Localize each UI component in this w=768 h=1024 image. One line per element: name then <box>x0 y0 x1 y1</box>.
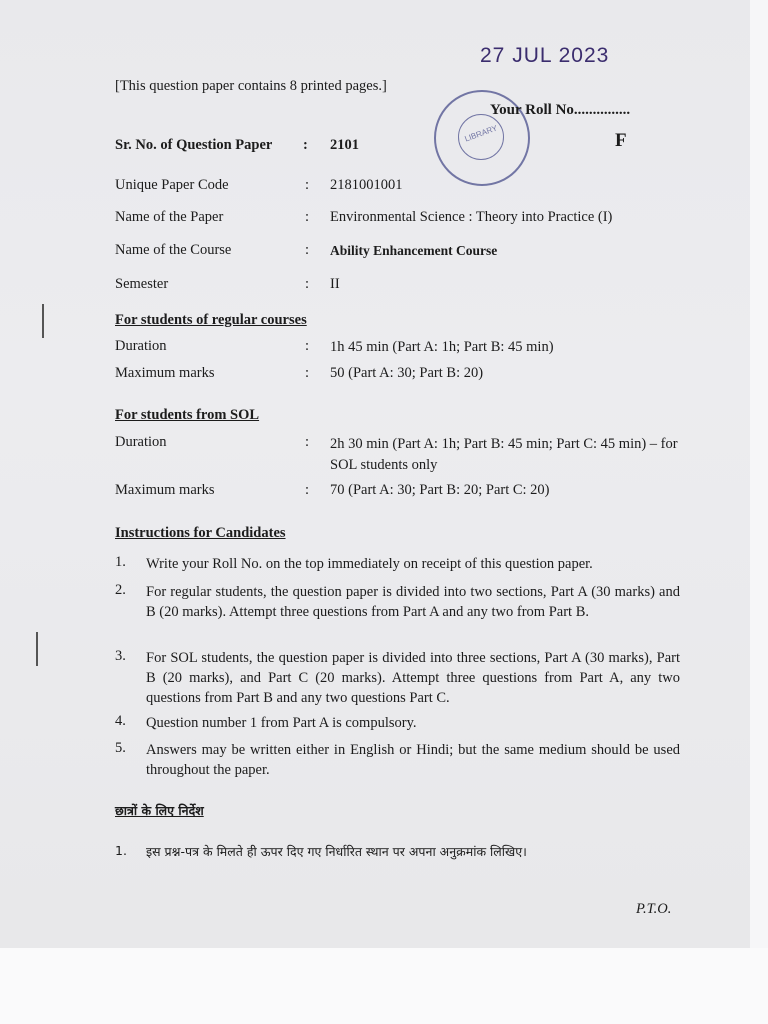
detail-colon: : <box>305 242 310 258</box>
detail-colon: : <box>305 482 310 498</box>
detail-label-semester: Semester <box>115 276 169 292</box>
instruction-text: For SOL students, the question paper is divided into three sections, Part A (30 marks), Part B (20 marks), and Part C (20 marks). Attempt three questions from Part A, any two questions from Part B and any two questions Part C. <box>146 650 680 706</box>
regular-marks-value: 50 (Part A: 30; Part B: 20) <box>330 365 484 381</box>
sol-marks-value: 70 (Part A: 30; Part B: 20; Part C: 20) <box>330 482 550 498</box>
hindi-instructions-heading: छात्रों के लिए निर्देश <box>115 803 204 818</box>
punch-mark-top <box>42 304 44 338</box>
pages-note: [This question paper contains 8 printed pages.] <box>115 78 387 94</box>
detail-label-paper-name: Name of the Paper <box>115 209 224 225</box>
instruction-text: Write your Roll No. on the top immediately on receipt of this question paper. <box>146 556 593 572</box>
detail-colon: : <box>305 338 310 354</box>
hindi-instruction-text: इस प्रश्न-पत्र के मिलते ही ऊपर दिए गए निर्धारित स्थान पर अपना अनुक्रमांक लिखिए। <box>146 844 527 859</box>
regular-duration-value: 1h 45 min (Part A: 1h; Part B: 45 min) <box>330 339 554 355</box>
detail-label-course-name: Name of the Course <box>115 242 232 258</box>
sol-duration-label: Duration <box>115 434 167 450</box>
sol-heading: For students from SOL <box>115 407 260 423</box>
instruction-number: 1. <box>115 554 126 570</box>
instruction-number: 3. <box>115 648 126 664</box>
paper-set-letter: F <box>615 130 627 151</box>
please-turn-over: P.T.O. <box>636 901 672 917</box>
detail-value-serial: 2101 <box>330 137 359 153</box>
instruction-number: 2. <box>115 582 126 598</box>
detail-colon: : <box>305 365 310 381</box>
instruction-number: 5. <box>115 740 126 756</box>
punch-mark-bottom <box>36 632 38 666</box>
detail-colon: : <box>305 177 310 193</box>
instructions-heading: Instructions for Candidates <box>115 525 286 541</box>
sol-marks-label: Maximum marks <box>115 482 215 498</box>
regular-courses-heading: For students of regular courses <box>115 312 307 328</box>
regular-duration-label: Duration <box>115 338 167 354</box>
detail-label-serial: Sr. No. of Question Paper <box>115 137 273 153</box>
detail-colon: : <box>305 209 310 225</box>
instruction-text: Answers may be written either in English or Hindi; but the same medium should be used throughout the paper. <box>146 742 680 778</box>
detail-colon: : <box>303 137 308 153</box>
instruction-number: 4. <box>115 713 126 729</box>
instruction-text: For regular students, the question paper is divided into two sections, Part A (30 marks) and B (20 marks). Attempt three questions from Part A and any two from Part B. <box>146 584 680 620</box>
roll-number-field: Your Roll No............... <box>490 102 631 118</box>
instruction-text: Question number 1 from Part A is compulsory. <box>146 715 417 731</box>
date-stamp: 27 JUL 2023 <box>480 44 610 67</box>
regular-marks-label: Maximum marks <box>115 365 215 381</box>
sol-duration-value: 2h 30 min (Part A: 1h; Part B: 45 min; Part C: 45 min) – for SOL students only <box>330 436 678 473</box>
detail-colon: : <box>305 276 310 292</box>
page-bottom-margin <box>0 948 768 1024</box>
detail-value-semester: II <box>330 276 340 292</box>
library-seal-text: LIBRARY <box>463 123 499 144</box>
detail-value-paper-code: 2181001001 <box>330 177 403 193</box>
hindi-instruction-number: 1. <box>115 843 127 858</box>
detail-value-course-name: Ability Enhancement Course <box>330 243 498 258</box>
detail-colon: : <box>305 434 310 450</box>
detail-label-paper-code: Unique Paper Code <box>115 177 229 193</box>
detail-value-paper-name: Environmental Science : Theory into Practice (I) <box>330 209 613 225</box>
